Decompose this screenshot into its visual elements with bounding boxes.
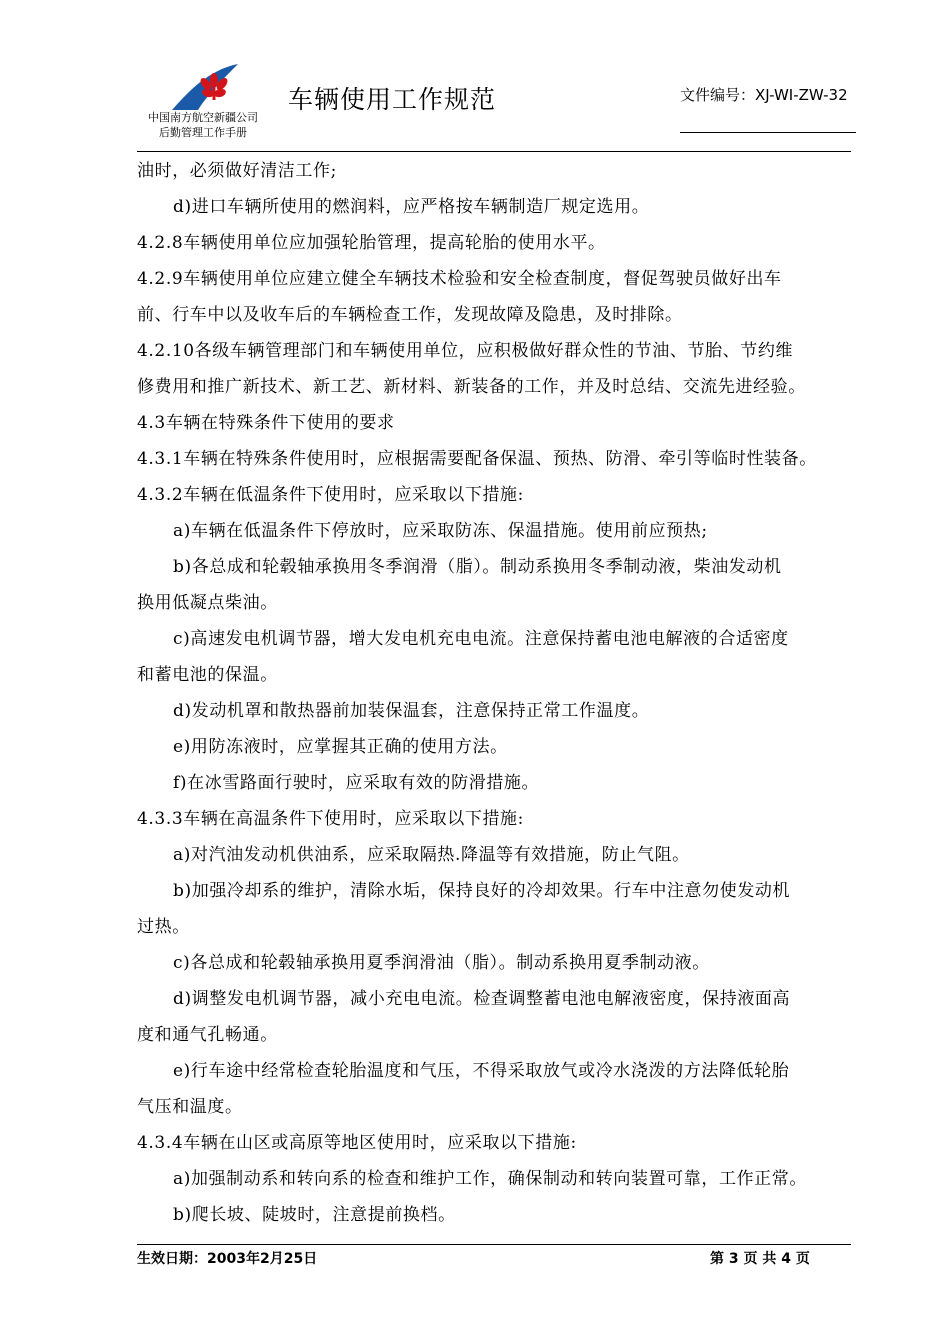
text-line: d)发动机罩和散热器前加装保温套，注意保持正常工作温度。 [173, 701, 650, 721]
text-line: d)进口车辆所使用的燃润料，应严格按车辆制造厂规定选用。 [173, 197, 650, 217]
page-number: 第 3 页 共 4 页 [710, 1251, 810, 1267]
header-divider [137, 151, 851, 152]
page-header [0, 0, 950, 160]
text-line: c)高速发电机调节器，增大发电机充电电流。注意保持蓄电池电解液的合适密度 [173, 629, 789, 649]
text-line: 过热。 [137, 917, 190, 937]
text-line: 4.3.1车辆在特殊条件使用时，应根据需要配备保温、预热、防滑、牵引等临时性装备。 [137, 449, 817, 469]
text-line: e)用防冻液时，应掌握其正确的使用方法。 [173, 737, 508, 757]
document-title: 车辆使用工作规范 [288, 85, 497, 114]
text-line: b)各总成和轮毂轴承换用冬季润滑（脂）。制动系换用冬季制动液，柴油发动机 [173, 557, 782, 577]
company-name [138, 110, 268, 140]
text-line: d)调整发电机调节器，减小充电电流。检查调整蓄电池电解液密度，保持液面高 [173, 989, 791, 1009]
effective-date: 生效日期：2003年2月25日 [137, 1251, 318, 1267]
text-line: a)对汽油发动机供油系，应采取隔热.降温等有效措施，防止气阻。 [173, 845, 690, 865]
text-line: 4.3.2车辆在低温条件下使用时，应采取以下措施: [137, 485, 524, 505]
text-line: 前、行车中以及收车后的车辆检查工作，发现故障及隐患，及时排除。 [137, 305, 683, 325]
text-line: 和蓄电池的保温。 [137, 665, 278, 685]
text-line: b)加强冷却系的维护，清除水垢，保持良好的冷却效果。行车中注意勿使发动机 [173, 881, 791, 901]
text-line: e)行车途中经常检查轮胎温度和气压，不得采取放气或冷水浇泼的方法降低轮胎 [173, 1061, 790, 1081]
document-number-underline [680, 132, 856, 133]
text-line: 4.3.4车辆在山区或高原等地区使用时，应采取以下措施: [137, 1133, 577, 1153]
text-line: 4.2.10各级车辆管理部门和车辆使用单位，应积极做好群众性的节油、节胎、节约维 [137, 341, 794, 361]
text-line: 4.3.3车辆在高温条件下使用时，应采取以下措施: [137, 809, 524, 829]
text-line: 4.2.9车辆使用单位应建立健全车辆技术检验和安全检查制度，督促驾驶员做好出车 [137, 269, 782, 289]
text-line: 4.2.8车辆使用单位应加强轮胎管理，提高轮胎的使用水平。 [137, 233, 606, 253]
document-body [137, 153, 851, 1233]
text-line: 油时，必须做好清洁工作; [137, 161, 337, 181]
company-line-2: 后勤管理工作手册 [159, 126, 247, 139]
footer-divider [137, 1244, 851, 1245]
text-line: 度和通气孔畅通。 [137, 1025, 278, 1045]
company-line-1: 中国南方航空新疆公司 [148, 111, 258, 124]
text-line: 修费用和推广新技术、新工艺、新材料、新装备的工作，并及时总结、交流先进经验。 [137, 377, 806, 397]
airline-logo-icon [168, 62, 240, 112]
document-number: 文件编号：XJ-WI-ZW-32 [680, 86, 848, 104]
text-line: 换用低凝点柴油。 [137, 593, 278, 613]
text-line: f)在冰雪路面行驶时，应采取有效的防滑措施。 [173, 773, 540, 793]
text-line: c)各总成和轮毂轴承换用夏季润滑油（脂）。制动系换用夏季制动液。 [173, 953, 710, 973]
text-line: a)车辆在低温条件下停放时，应采取防冻、保温措施。使用前应预热; [173, 521, 708, 541]
text-line: 气压和温度。 [137, 1097, 243, 1117]
text-line: a)加强制动系和转向系的检查和维护工作，确保制动和转向装置可靠，工作正常。 [173, 1169, 807, 1189]
text-line: 4.3车辆在特殊条件下使用的要求 [137, 413, 395, 433]
text-line: b)爬长坡、陡坡时，注意提前换档。 [173, 1205, 456, 1225]
